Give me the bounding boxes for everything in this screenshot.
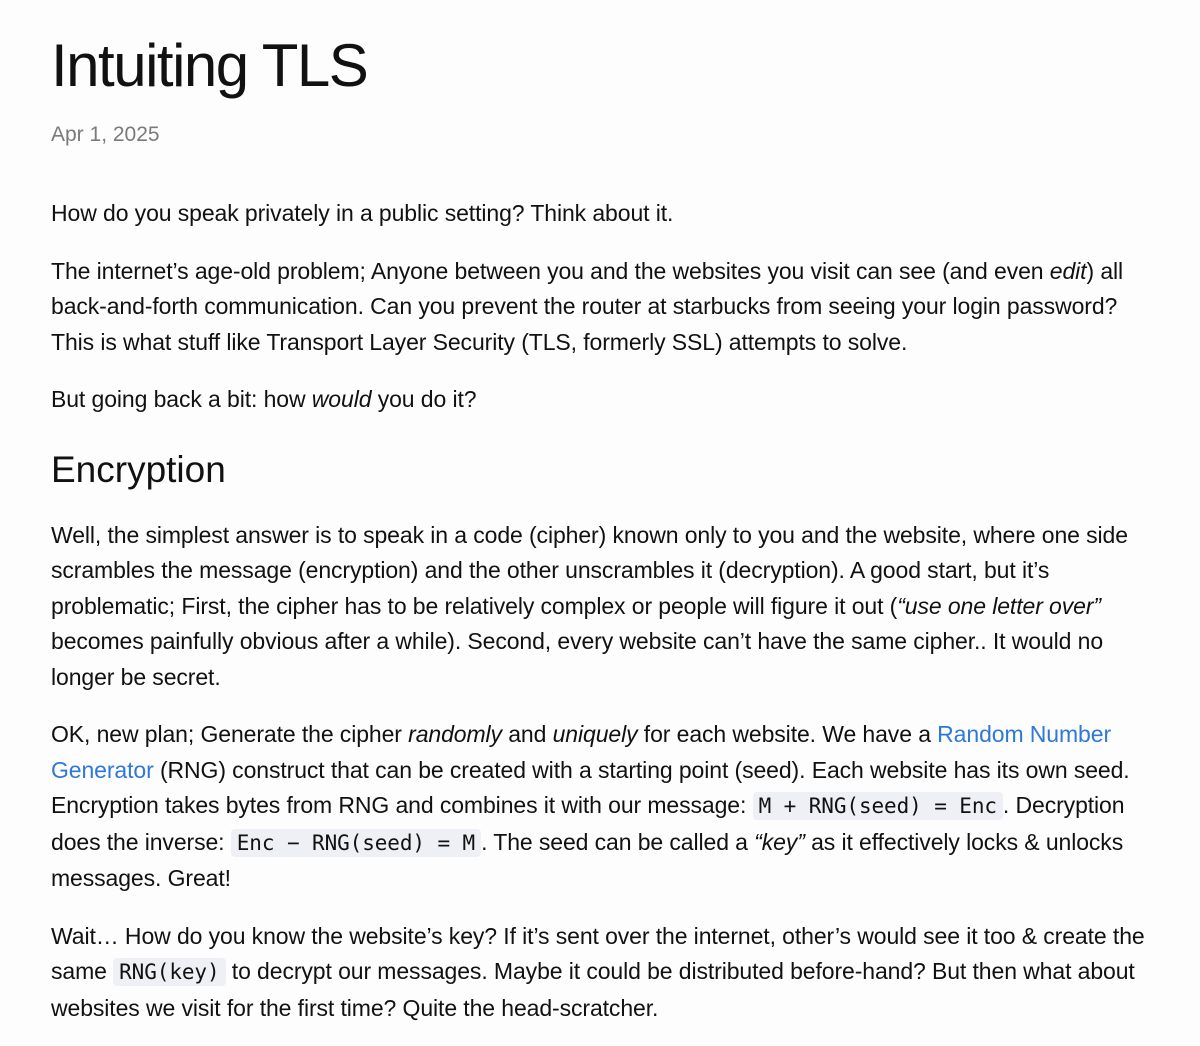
- paragraph-text: (RNG) construct that can be created with a starting point (seed). Each website has its own seed. Encryption takes bytes from RNG and combines it with our message:: [51, 756, 1130, 818]
- paragraph-new-plan: [51, 717, 1150, 897]
- paragraph-problem: [51, 254, 1150, 361]
- paragraph-cipher: [51, 518, 1150, 696]
- emphasis-text: would: [311, 386, 372, 412]
- paragraph-text: you do it?: [371, 386, 477, 412]
- paragraph-text: The internet’s age-old problem; Anyone between you and the websites you visit can see (and even: [51, 257, 1050, 284]
- paragraph-text: . Decryption does the inverse:: [51, 792, 1125, 855]
- paragraph-intro: [51, 196, 1150, 232]
- paragraph-text: Well, the simplest answer is to speak in a code (cipher) known only to you and the website, where one side scrambles the message (encryption) and the other unscrambles it (decryption). A good start, but it’s problematic; First, the cipher has to be relatively complex or people will figure it out (: [51, 521, 1128, 619]
- paragraph-text: OK, new plan; Generate the cipher: [51, 721, 409, 747]
- section-heading-encryption: Encryption: [51, 448, 226, 490]
- emphasis-text: “use one letter over”: [897, 592, 1101, 619]
- emphasis-text: edit: [1049, 257, 1087, 284]
- inline-code: M + RNG(seed) = Enc: [753, 792, 1003, 820]
- rng-link[interactable]: Random Number Generator: [51, 721, 1111, 783]
- paragraph-text: But going back a bit: how: [51, 386, 312, 412]
- inline-code: RNG(key): [113, 958, 225, 986]
- emphasis-text: uniquely: [552, 721, 638, 747]
- paragraph-text: for each website. We have a: [637, 721, 938, 747]
- paragraph-text: to decrypt our messages. Maybe it could be distributed before-hand? But then what about websites we visit for the first time? Quite the head-scratcher.: [51, 958, 1135, 1021]
- page-title: Intuiting TLS: [51, 32, 368, 99]
- paragraph-text: and: [501, 721, 553, 747]
- paragraph-key-problem: [51, 919, 1150, 1027]
- emphasis-text: “key”: [754, 828, 805, 855]
- paragraph-text: ) all back-and-forth communication. Can you prevent the router at starbucks from seeing your login password? This is what stuff like Transport Layer Security (TLS, formerly SSL) attempts to solve.: [51, 257, 1124, 355]
- article-body: [51, 196, 1150, 1026]
- paragraph-question: [51, 382, 1150, 418]
- paragraph-text: How do you speak privately in a public setting? Think about it.: [51, 200, 674, 226]
- emphasis-text: randomly: [408, 721, 502, 747]
- publish-date: Apr 1, 2025: [51, 123, 160, 146]
- paragraph-text: as it effectively locks & unlocks messages. Great!: [51, 828, 1124, 891]
- inline-code: Enc − RNG(seed) = M: [231, 829, 481, 857]
- paragraph-text: Wait… How do you know the website’s key? If it’s sent over the internet, other’s would see it too & create the same: [51, 922, 1145, 984]
- paragraph-text: becomes painfully obvious after a while). Second, every website can’t have the same cipher.. It would no longer be secret.: [51, 628, 1104, 690]
- paragraph-text: . The seed can be called a: [481, 828, 755, 855]
